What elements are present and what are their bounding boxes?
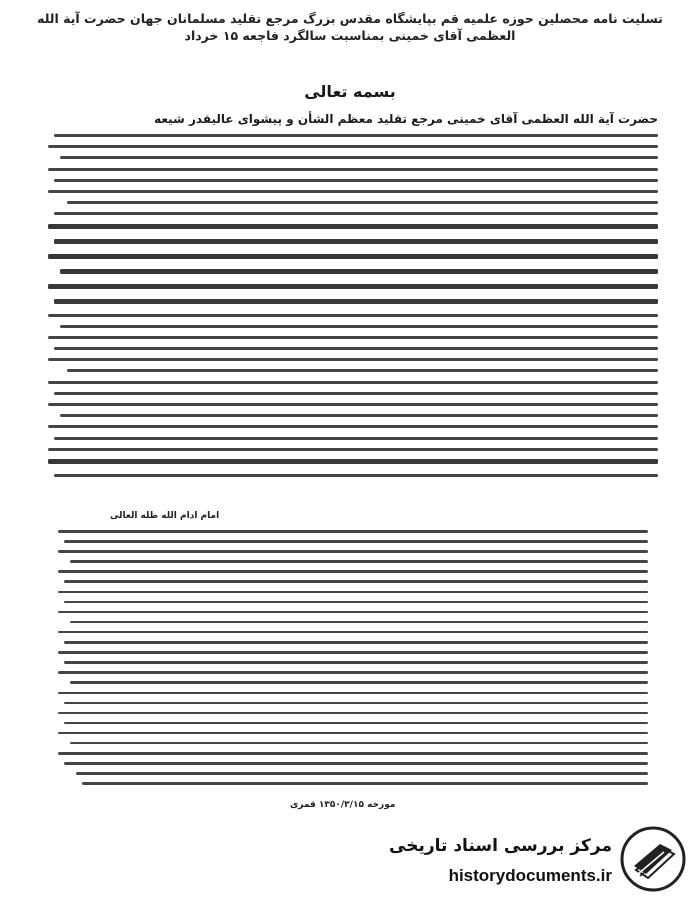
signature-line: امام ادام الله ظله العالی xyxy=(110,511,220,521)
document-date: مورخه ۱۳۵۰/۳/۱۵ قمری xyxy=(290,800,396,810)
brand-title: مرکز بررسی اسناد تاریخی xyxy=(389,836,612,856)
document-greeting: حضرت آیة الله العظمی آقای خمینی مرجع تقلید معظم الشأن و پیشوای عالیقدر شیعه xyxy=(154,112,658,126)
document-heading: بسمه تعالی xyxy=(304,82,396,101)
signatories-list xyxy=(52,530,648,792)
brand-watermark[interactable] xyxy=(389,824,686,904)
brand-url-link[interactable]: historydocuments.ir xyxy=(448,866,612,885)
book-logo-icon xyxy=(620,826,686,892)
letter-body xyxy=(42,134,658,485)
document-caption: تسلیت نامه محصلین حوزه علمیه قم بپایشگاه مقدس بزرگ مرجع تقلید مسلمانان جهان حضرت آیة الله العظمی آقای خمینی بمناسبت سالگرد فاجعه ۱۵ خرداد xyxy=(37,11,663,43)
